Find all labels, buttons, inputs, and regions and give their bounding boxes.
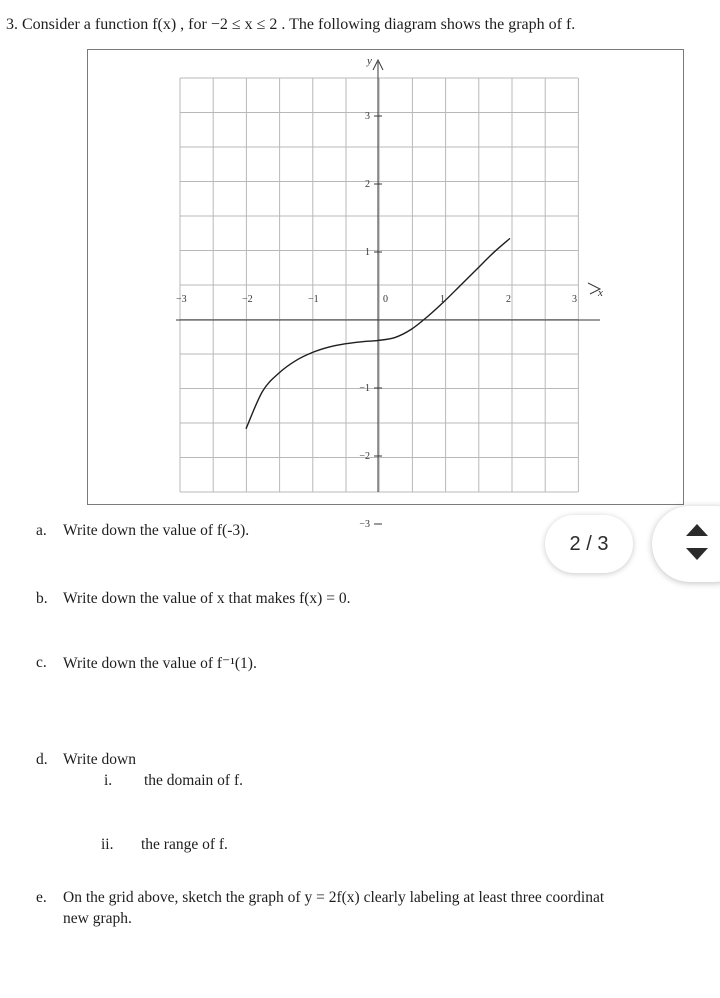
question-text: Consider a function f(x) , for −2 ≤ x ≤ 2 . The following diagram shows the graph of f. <box>22 16 576 33</box>
part-d-text: Write down <box>63 751 136 768</box>
part-e-text: On the grid above, sketch the graph of y = 2f(x) clearly labeling at least three coordinat <box>63 889 605 906</box>
y-tick-label: −1 <box>359 383 370 394</box>
x-tick-label: 1 <box>440 294 445 305</box>
x-tick-label: 0 <box>383 294 388 305</box>
part-c-letter: c. <box>36 654 47 671</box>
part-a-letter: a. <box>36 522 47 539</box>
x-tick-label: 2 <box>506 294 511 305</box>
y-tick-label: −3 <box>359 519 370 530</box>
triangle-up-icon <box>686 524 708 536</box>
subpart-ii-num: ii. <box>101 836 114 853</box>
part-c-text: Write down the value of f⁻¹(1). <box>63 655 257 672</box>
part-e-continuation: new graph. <box>63 910 132 927</box>
y-axis-label: y <box>367 55 372 67</box>
part-a-text: Write down the value of f(-3). <box>63 522 250 539</box>
x-tick-label: −3 <box>176 294 187 305</box>
x-tick-label: 3 <box>572 294 577 305</box>
y-tick-label: −2 <box>359 451 370 462</box>
subpart-i-text: the domain of f. <box>144 772 244 789</box>
part-e-letter: e. <box>36 889 47 906</box>
part-b-letter: b. <box>36 590 48 607</box>
part-b-text: Write down the value of x that makes f(x) = 0. <box>63 590 351 607</box>
y-tick-label: 2 <box>365 179 370 190</box>
page-scroll-handle[interactable] <box>652 506 720 582</box>
triangle-down-icon <box>686 548 708 560</box>
subpart-ii-text: the range of f. <box>141 836 228 853</box>
x-tick-label: −1 <box>308 294 319 305</box>
graph-axes <box>176 60 600 492</box>
question-number: 3. <box>6 16 18 33</box>
page-indicator-text: 2 / 3 <box>569 532 609 555</box>
page-indicator <box>545 515 633 573</box>
x-axis-label: x <box>598 287 603 299</box>
graph-tick-labels <box>176 55 603 530</box>
y-tick-label: 3 <box>365 111 370 122</box>
x-tick-label: −2 <box>242 294 253 305</box>
subpart-i-num: i. <box>104 772 113 789</box>
y-tick-label: 1 <box>365 247 370 258</box>
graph-grid <box>180 78 578 492</box>
part-d-letter: d. <box>36 751 48 768</box>
